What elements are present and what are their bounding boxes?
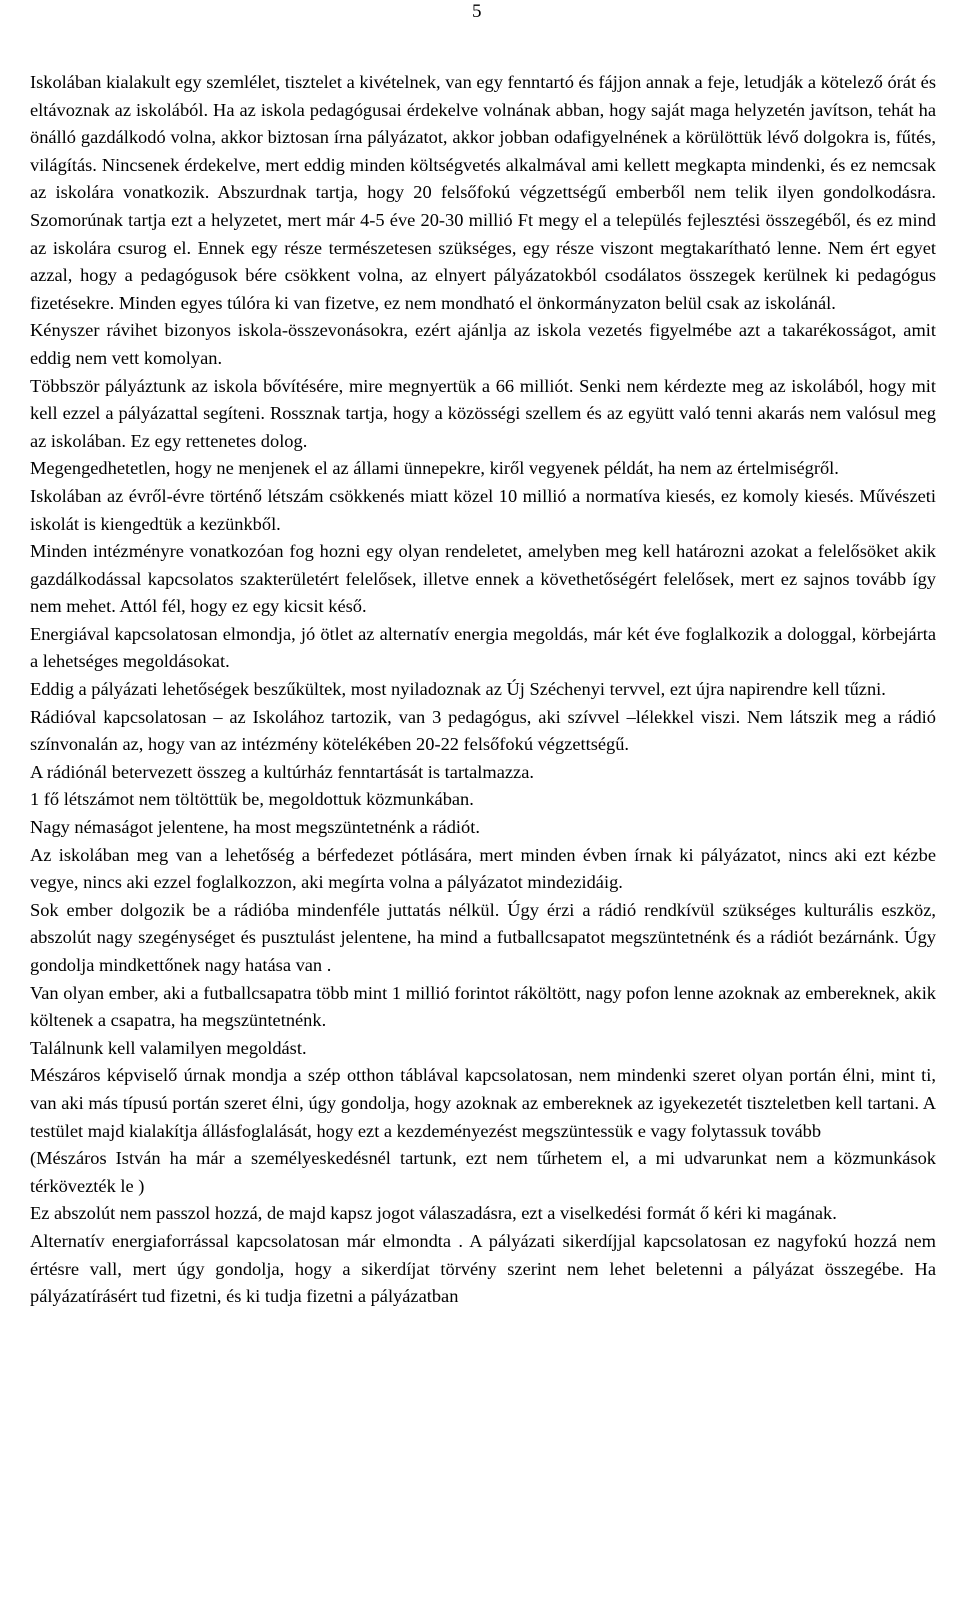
paragraph: Kényszer rávihet bizonyos iskola-összevonásokra, ezért ajánlja az iskola vezetés figyelmébe azt a takarékosságot, amit eddig nem vett komolyan. <box>30 320 936 368</box>
paragraph: Az iskolában meg van a lehetőség a bérfedezet pótlására, mert minden évben írnak ki pályázatot, nincs aki ezt kézbe vegye, nincs aki ezzel foglalkozzon, aki megírta volna a pályázatot mindezidáig. <box>30 844 936 893</box>
paragraph: 1 fő létszámot nem töltöttük be, megoldottuk közmunkában. <box>30 789 474 810</box>
page-number: 5 <box>472 1 482 22</box>
paragraph: Rádióval kapcsolatosan – az Iskolához tartozik, van 3 pedagógus, aki szívvel –lélekkel viszi. Nem látszik meg a rádió színvonalán az, hogy van az intézmény kötelékében 20-22 felsőfokú végzettségű. <box>30 706 936 755</box>
paragraph: Megengedhetetlen, hogy ne menjenek el az állami ünnepekre, kiről vegyenek példát, ha nem az értelmiségről. <box>30 458 839 479</box>
paragraph: A rádiónál betervezett összeg a kultúrház fenntartását is tartalmazza. <box>30 761 534 782</box>
paragraph: Mészáros képviselő úrnak mondja a szép otthon táblával kapcsolatosan, nem mindenki szeret olyan portán élni, mint ti, van aki más típusú portán szeret élni, úgy gondolja, hogy azoknak az embereknek az igyekezetét tiszteletben kell tartani. A testület majd kialakítja állásfoglalását, hogy ezt a kezdeményezést megszüntessük e vagy folytassuk tovább <box>30 1065 936 1141</box>
paragraph: Iskolában kialakult egy szemlélet, tisztelet a kivételnek, van egy fenntartó és fájjon annak a feje, letudják a kötelező órát és eltávoznak az iskolából. Ha az iskola pedagógusai érdekelve volnának abban, hogy saját maga helyzetén javítson, tehát ha önálló gazdálkodó volna, akkor biztosan írna pályázatot, akkor jobban odafigyelnének a körülöttük lévő dolgokra is, fűtés, világítás. Nincsenek érdekelve, mert eddig minden költségvetés alkalmával ami kellett megkapta mindenki, és ez nemcsak az iskolára vonatkozik. Abszurdnak tartja, hogy 20 felsőfokú végzettségű emberből nem telik ilyen gondolkodásra. Szomorúnak tartja ezt a helyzetet, mert már 4-5 éve 20-30 millió Ft megy el a település fejlesztési összegéből, és ez mind az iskolára csurog el. Ennek egy része természetesen szükséges, egy része viszont megtakarítható lenne. Nem ért egyet azzal, hogy a pedagógusok bére csökkent volna, az elnyert pályázatokból csodálatos összegek kerülnek ki pedagógus fizetésekre. Minden egyes túlóra ki van fizetve, ez nem mondható el önkormányzaton belül csak az iskolánál. <box>30 72 936 313</box>
paragraph: Energiával kapcsolatosan elmondja, jó ötlet az alternatív energia megoldás, már két éve foglalkozik a dologgal, körbejárta a lehetséges megoldásokat. <box>30 623 936 672</box>
paragraph: Eddig a pályázati lehetőségek beszűkültek, most nyiladoznak az Új Széchenyi tervvel, ezt újra napirendre kell tűzni. <box>30 679 886 700</box>
paragraph: Sok ember dolgozik be a rádióba mindenféle juttatás nélkül. Úgy érzi a rádió rendkívül szükséges kulturális eszköz, abszolút nagy szegénységet és pusztulást jelentene, ha mind a futballcsapatot megszüntetnénk és a rádiót bezárnánk. Úgy gondolja mindkettőnek nagy hatása van . <box>30 899 936 975</box>
paragraph: Többször pályáztunk az iskola bővítésére, mire megnyertük a 66 milliót. Senki nem kérdezte meg az iskolából, hogy mit kell ezzel a pályázattal segíteni. Rossznak tartja, hogy a közösségi szellem és az együtt való tenni akarás nem valósul meg az iskolában. Ez egy rettenetes dolog. <box>30 375 936 451</box>
paragraph: Van olyan ember, aki a futballcsapatra több mint 1 millió forintot ráköltött, nagy pofon lenne azoknak az embereknek, akik költenek a csapatra, ha megszüntetnénk. <box>30 982 936 1031</box>
paragraph: (Mészáros István ha már a személyeskedésnél tartunk, ezt nem tűrhetem el, a mi udvarunkat nem a közmunkások térkövezték le ) <box>30 1148 936 1196</box>
paragraph: Iskolában az évről-évre történő létszám csökkenés miatt közel 10 millió a normatíva kiesés, ez komoly kiesés. Művészeti iskolát is kiengedtük a kezünkből. <box>30 485 936 534</box>
paragraph: Minden intézményre vonatkozóan fog hozni egy olyan rendeletet, amelyben meg kell határozni azokat a felelősöket akik gazdálkodással kapcsolatos szakterületért felelősek, illetve ennek a követhetőségért felelősek, mert ez sajnos tovább így nem mehet. Attól fél, hogy ez egy kicsit késő. <box>30 541 936 617</box>
paragraph: Találnunk kell valamilyen megoldást. <box>30 1037 307 1058</box>
paragraph: Ez abszolút nem passzol hozzá, de majd kapsz jogot válaszadásra, ezt a viselkedési formát ő kéri ki magának. <box>30 1203 837 1224</box>
paragraph: Alternatív energiaforrással kapcsolatosan már elmondta . A pályázati sikerdíjjal kapcsolatosan ez nagyfokú hozzá nem értésre vall, mert úgy gondolja, hogy a sikerdíjat törvény szerint nem lehet beletenni a pályázat összegébe. Ha pályázatírásért tud fizetni, és ki tudja fizetni a pályázatban <box>30 1230 936 1307</box>
paragraph: Nagy némaságot jelentene, ha most megszüntetnénk a rádiót. <box>30 817 480 838</box>
document-body <box>30 69 936 1311</box>
